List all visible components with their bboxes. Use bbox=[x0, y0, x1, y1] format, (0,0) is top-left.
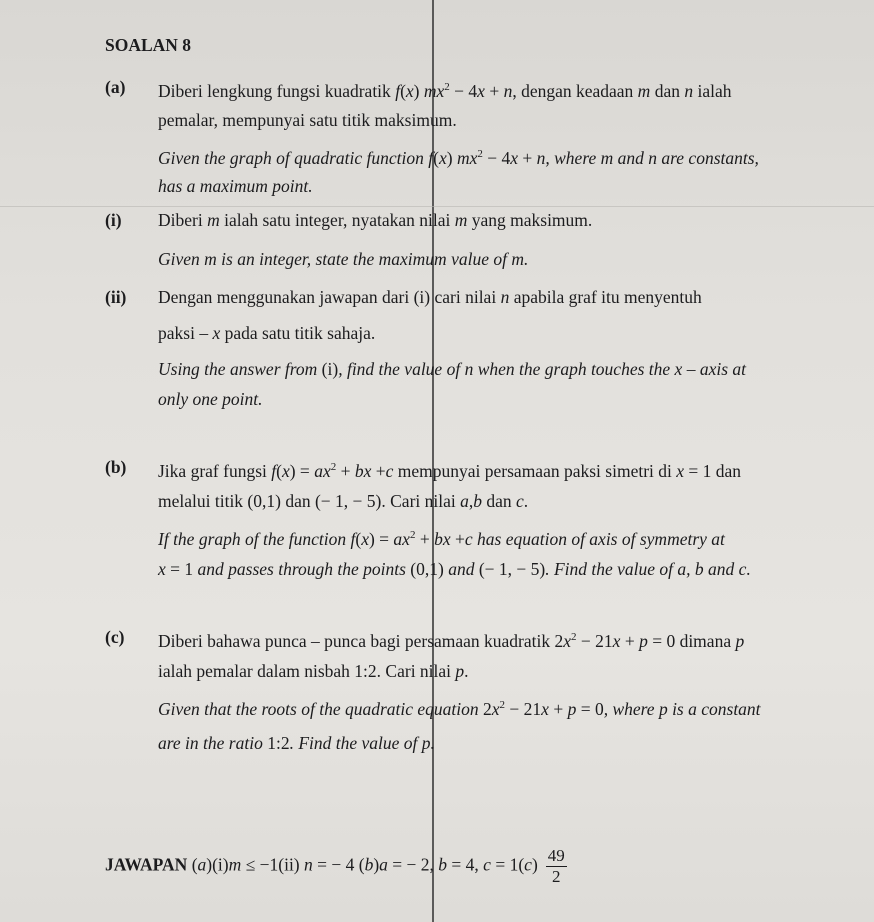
text-segment: x bbox=[563, 631, 572, 651]
bleed-through-line bbox=[0, 206, 874, 207]
text-line bbox=[158, 490, 528, 512]
text-segment: ( bbox=[400, 81, 406, 101]
text-segment: ) = bbox=[289, 461, 315, 481]
text-segment: and passes through the points bbox=[197, 559, 411, 579]
question-title: SOALAN 8 bbox=[105, 35, 192, 55]
text-segment: m bbox=[228, 854, 242, 875]
text-segment: Jika graf fungsi bbox=[158, 461, 272, 481]
text-segment: + bbox=[518, 148, 537, 168]
text-segment: ) bbox=[446, 148, 457, 168]
text-segment: 2 bbox=[409, 529, 416, 541]
text-segment: 2 bbox=[571, 631, 577, 643]
text-segment: f bbox=[395, 81, 401, 101]
text-segment: p bbox=[735, 631, 745, 651]
text-segment: Using the answer from bbox=[158, 359, 322, 379]
text-line bbox=[158, 732, 435, 754]
text-segment: + bbox=[484, 81, 504, 101]
text-segment: ( bbox=[433, 148, 439, 168]
text-segment: x bbox=[477, 81, 485, 101]
text-segment: Given that the roots of the quadratic equation bbox=[158, 699, 484, 719]
text-segment: 2 bbox=[477, 148, 483, 160]
text-segment: f bbox=[428, 148, 434, 168]
part-label: (b) bbox=[105, 457, 127, 477]
text-segment: n bbox=[536, 148, 546, 168]
text-segment: = − 2, bbox=[387, 854, 439, 875]
text-segment: m bbox=[454, 210, 468, 230]
text-segment: c bbox=[464, 529, 473, 549]
text-segment: x bbox=[438, 148, 447, 168]
text-segment: x bbox=[212, 323, 221, 343]
text-segment: mx bbox=[423, 81, 445, 101]
text-segment: melalui titik (0,1) dan (− 1, − 5). Cari nilai bbox=[158, 491, 461, 511]
answer-label: JAWAPAN bbox=[105, 854, 188, 875]
text-segment: . bbox=[523, 491, 529, 511]
text-segment: n bbox=[503, 81, 513, 101]
text-segment: + bbox=[620, 631, 640, 651]
text-segment: x bbox=[541, 699, 549, 719]
text-segment: , dengan keadaan bbox=[512, 81, 638, 101]
text-segment: x bbox=[361, 529, 369, 549]
text-segment: mx bbox=[456, 148, 478, 168]
text-segment: 2 bbox=[483, 699, 492, 719]
text-segment: 2 bbox=[499, 699, 506, 711]
fraction-numerator: 49 bbox=[547, 846, 565, 865]
text-segment: − 21 bbox=[505, 699, 542, 719]
fraction-denominator: 2 bbox=[552, 867, 561, 886]
text-segment: 1:2 bbox=[267, 733, 290, 753]
text-segment: (i) bbox=[321, 359, 339, 379]
text-segment: − 4 bbox=[449, 81, 478, 101]
text-segment: = 1 dan bbox=[684, 461, 742, 481]
text-segment: b bbox=[473, 491, 482, 511]
text-segment: 2 bbox=[444, 81, 450, 93]
text-segment: bx bbox=[434, 529, 451, 549]
text-segment: (0,1) bbox=[410, 559, 449, 579]
text-segment: = − 4 ( bbox=[312, 854, 365, 875]
text-segment: a bbox=[379, 854, 388, 875]
text-segment: . bbox=[464, 661, 469, 681]
text-segment: are in the ratio bbox=[158, 733, 268, 753]
text-segment: , where m and n are constants, bbox=[545, 148, 759, 168]
text-segment: x bbox=[676, 461, 685, 481]
text-line bbox=[158, 358, 746, 380]
text-segment: − 4 bbox=[482, 148, 511, 168]
text-segment: ax bbox=[393, 529, 410, 549]
text-segment: (− 1, − 5) bbox=[478, 559, 546, 579]
text-segment: n bbox=[684, 81, 694, 101]
text-segment: m bbox=[207, 210, 220, 230]
text-line bbox=[158, 626, 744, 652]
text-segment: yang maksimum. bbox=[467, 210, 593, 230]
text-line bbox=[158, 388, 263, 410]
text-line bbox=[158, 143, 759, 169]
text-segment: − 21 bbox=[576, 631, 613, 651]
text-segment: , bbox=[468, 491, 474, 511]
text-segment: )(i) bbox=[206, 854, 229, 875]
text-segment: ( bbox=[276, 461, 282, 481]
text-segment: x bbox=[510, 148, 518, 168]
text-segment: x bbox=[158, 559, 166, 579]
text-segment: , find the value of n when the graph touches the bbox=[338, 359, 675, 379]
text-segment: . Find the value of p. bbox=[289, 733, 435, 753]
text-line bbox=[158, 248, 528, 270]
text-line bbox=[158, 558, 751, 580]
text-segment: = 0 bbox=[576, 699, 604, 719]
text-line bbox=[158, 175, 313, 197]
text-segment: n bbox=[500, 287, 510, 307]
text-segment: = 1( bbox=[490, 854, 525, 875]
text-line bbox=[158, 322, 375, 344]
text-segment: bx bbox=[354, 461, 372, 481]
text-segment: ) bbox=[373, 854, 380, 875]
text-segment: ≤ −1(ii) bbox=[241, 854, 305, 875]
text-segment: ( bbox=[355, 529, 362, 549]
text-segment: a bbox=[460, 491, 469, 511]
text-segment: + bbox=[450, 529, 465, 549]
text-segment: n bbox=[304, 854, 313, 875]
text-segment: ) bbox=[413, 81, 424, 101]
text-segment: + bbox=[336, 461, 355, 481]
text-line bbox=[158, 109, 457, 131]
text-segment: and bbox=[448, 559, 479, 579]
text-segment: x bbox=[281, 461, 290, 481]
text-segment: x bbox=[491, 699, 500, 719]
text-segment: mempunyai persamaan paksi simetri di bbox=[393, 461, 677, 481]
text-segment: ialah pemalar dalam nisbah 1:2. Cari nilai bbox=[158, 661, 456, 681]
text-segment: only one point. bbox=[158, 389, 263, 409]
text-line bbox=[158, 76, 731, 102]
text-segment: p bbox=[455, 661, 465, 681]
text-segment: Diberi lengkung fungsi kuadratik bbox=[158, 81, 396, 101]
text-segment: , where p is a constant bbox=[603, 699, 761, 719]
text-line bbox=[158, 456, 741, 482]
text-segment: = 1 bbox=[165, 559, 198, 579]
text-segment: dan bbox=[650, 81, 685, 101]
text-segment: Given the graph of quadratic function bbox=[158, 148, 429, 168]
text-segment: ialah satu integer, nyatakan nilai bbox=[219, 210, 455, 230]
answer-text bbox=[187, 855, 537, 875]
part-label: (a) bbox=[105, 77, 126, 97]
text-segment: x bbox=[674, 359, 683, 379]
text-segment: a bbox=[197, 854, 207, 875]
text-segment: b bbox=[364, 854, 374, 875]
text-segment: Given m is an integer, state the maximum value of m. bbox=[158, 249, 529, 269]
text-segment: + bbox=[371, 461, 386, 481]
text-line bbox=[158, 694, 761, 720]
text-segment: apabila graf itu menyentuh bbox=[509, 287, 702, 307]
text-segment: 2 bbox=[330, 461, 337, 473]
part-label: (i) bbox=[105, 210, 122, 230]
text-segment: ax bbox=[314, 461, 331, 481]
answer-line bbox=[105, 846, 567, 887]
text-segment: m bbox=[637, 81, 651, 101]
text-segment: = 0 dimana bbox=[647, 631, 736, 651]
text-segment: ) = bbox=[368, 529, 394, 549]
text-segment: . Find the value of a, b and c. bbox=[545, 559, 751, 579]
text-line bbox=[158, 660, 469, 682]
text-segment: Dengan menggunakan jawapan dari (i) cari nilai bbox=[158, 287, 501, 307]
text-segment: Diberi bbox=[158, 210, 208, 230]
text-segment: p bbox=[567, 699, 577, 719]
text-segment: If the graph of the function bbox=[158, 529, 351, 549]
text-segment: = 4, bbox=[447, 854, 484, 875]
text-segment: p bbox=[639, 631, 648, 651]
text-segment: + bbox=[548, 699, 568, 719]
text-segment: c bbox=[516, 491, 524, 511]
text-segment: f bbox=[271, 461, 277, 481]
text-segment: + bbox=[415, 529, 435, 549]
text-segment: has equation of axis of symmetry at bbox=[472, 529, 725, 549]
text-line bbox=[158, 209, 592, 231]
text-segment: f bbox=[350, 529, 356, 549]
text-segment: pada satu titik sahaja. bbox=[220, 323, 376, 343]
text-segment: ) bbox=[531, 854, 538, 875]
text-segment: b bbox=[438, 854, 448, 875]
text-segment: dan bbox=[481, 491, 517, 511]
text-line bbox=[158, 524, 725, 550]
text-segment: has a maximum point. bbox=[158, 176, 313, 196]
text-segment: c bbox=[524, 854, 532, 875]
text-segment: paksi – bbox=[158, 323, 213, 343]
text-segment: c bbox=[483, 854, 491, 875]
text-segment: – axis at bbox=[682, 359, 746, 379]
text-line bbox=[158, 286, 702, 308]
part-label: (c) bbox=[105, 627, 125, 647]
answer-fraction bbox=[546, 846, 567, 887]
text-segment: c bbox=[385, 461, 394, 481]
part-label: (ii) bbox=[105, 287, 127, 307]
text-segment: x bbox=[612, 631, 621, 651]
text-segment: x bbox=[405, 81, 414, 101]
text-segment: ialah bbox=[693, 81, 732, 101]
text-segment: ( bbox=[187, 854, 198, 875]
text-segment: Diberi bahawa punca – punca bagi persamaan kuadratik 2 bbox=[158, 631, 564, 651]
text-segment: pemalar, mempunyai satu titik maksimum. bbox=[158, 110, 457, 130]
